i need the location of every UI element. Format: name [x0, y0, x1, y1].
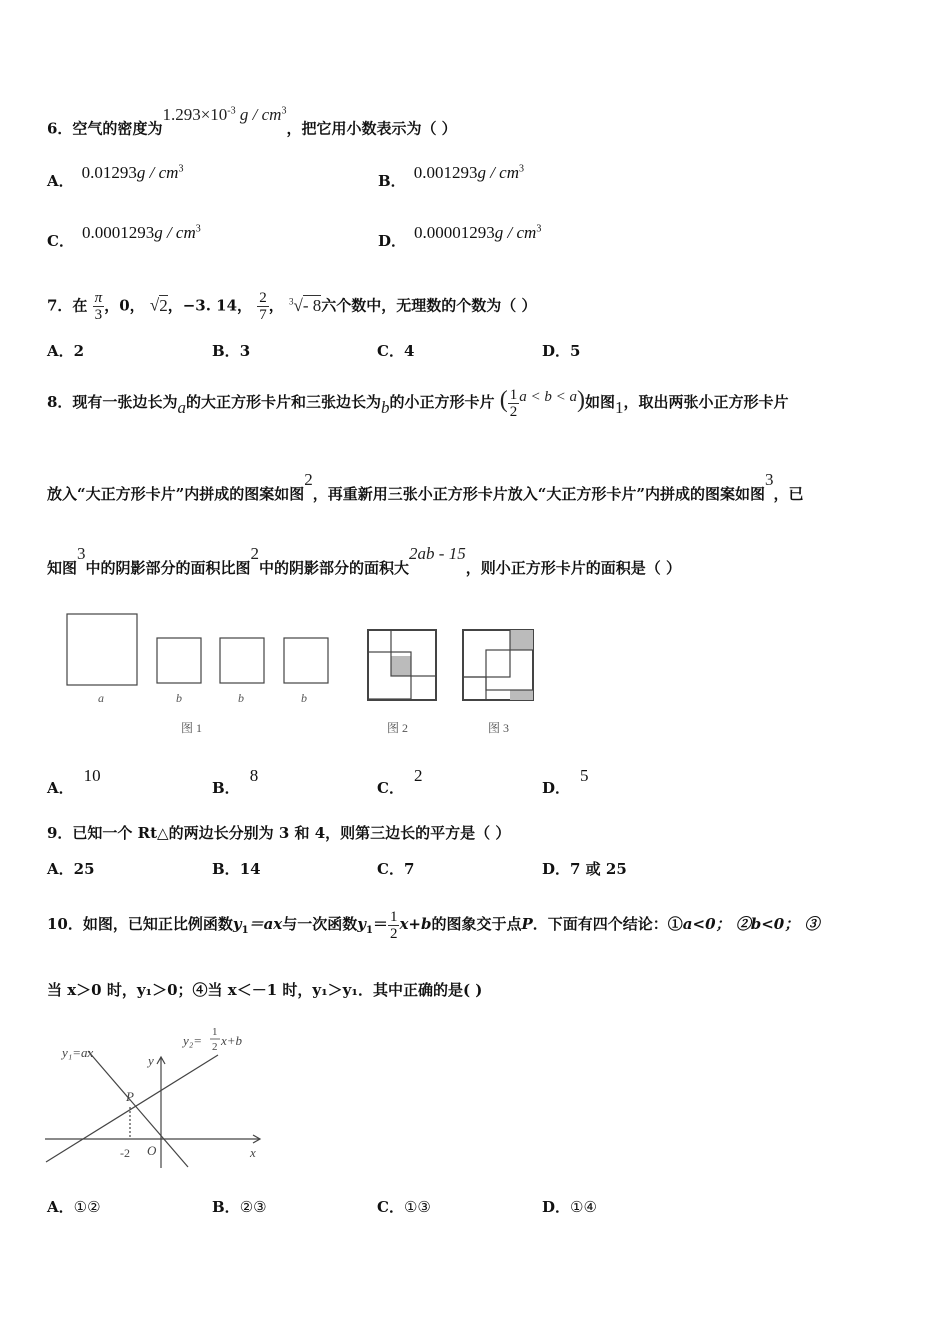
q10-half-fraction: $\frac{1}{2}$: [389, 908, 398, 942]
q8-option-d[interactable]: D．5: [542, 766, 589, 797]
q6-option-a[interactable]: A． $0.01293g / cm^3$: [47, 163, 184, 190]
label-x-axis: x: [250, 1145, 256, 1160]
q8-condition: (: [499, 387, 508, 413]
q8-line-3: 知图3中的阴影部分的面积比图2中的阴影部分的面积大2ab - 15，则小正方形卡片的面积是（ ）: [47, 544, 681, 577]
q8-option-c[interactable]: C．2: [377, 766, 423, 797]
q8-figure: [60, 605, 550, 740]
q8-line-1: 8．现有一张边长为a的大正方形卡片和三张边长为b的小正方形卡片 ( $\frac{1}{2}$ a < b < a)如图1，取出两张小正方形卡片: [47, 386, 789, 420]
q7-cube-root: $^3$√- 8: [289, 295, 322, 315]
q8-line-2: 放入“大正方形卡片”内拼成的图案如图2，再重新用三张小正方形卡片放入“大正方形卡片”内拼成的图案如图3，已: [47, 470, 804, 503]
line-y1: [88, 1051, 188, 1167]
q9-option-d[interactable]: D．7 或 25: [542, 860, 627, 878]
fig1-label-b-3: b: [301, 691, 307, 705]
fig1-small-square-1: [157, 638, 201, 683]
fig1-small-square-2: [220, 638, 264, 683]
fig1-small-square-3: [284, 638, 328, 683]
label-y2-rest: x+b: [221, 1033, 243, 1048]
label-minus-2: -2: [120, 1146, 130, 1160]
q7-two-sevenths: $\frac{2}{7}$: [259, 290, 267, 324]
fig2-diagram: [368, 630, 436, 700]
q8-condition-fraction: $\frac{1}{2}$: [509, 386, 518, 420]
q6-stem-end: ，把它用小数表示为（ ）: [286, 119, 457, 138]
fig1-label-b-1: b: [176, 691, 182, 705]
fig1-label-b-2: b: [238, 691, 244, 705]
q6-density-value: $1.293\times 10^{-3}$ g / $cm^3$: [162, 104, 287, 124]
q10-option-b[interactable]: B．②③: [212, 1198, 267, 1216]
label-y1: y₁=ax: [62, 1045, 94, 1060]
fig1-label-a: a: [98, 691, 104, 705]
q7-option-b[interactable]: B．3: [212, 342, 251, 360]
q9-stem: 9．已知一个 Rt△的两边长分别为 3 和 4，则第三边长的平方是（ ）: [47, 824, 511, 842]
label-y2: y₂=: [183, 1033, 203, 1048]
q9-option-a[interactable]: A．25: [47, 860, 95, 878]
fig3-diagram: [463, 630, 533, 700]
fig3-caption: 图 3: [488, 721, 510, 735]
fig1-caption: 图 1: [181, 721, 203, 735]
q10-graph: [40, 1015, 280, 1175]
q10-option-d[interactable]: D．①④: [542, 1198, 597, 1216]
q10-line-2: 当 x＞0 时，y₁＞0；④当 x＜－1 时，y₁＞y₁．其中正确的是( ): [47, 981, 483, 999]
label-p: P: [126, 1089, 134, 1104]
label-y2-den: 2: [212, 1041, 218, 1053]
q9-option-c[interactable]: C．7: [377, 860, 415, 878]
q7-option-a[interactable]: A．2: [47, 342, 85, 360]
q7-pi-over-3: $\frac{\pi}{3}$: [94, 290, 103, 324]
q6-option-c[interactable]: C． $0.0001293g / cm^3$: [47, 223, 201, 250]
q6-stem-start: 6．空气的密度为: [47, 119, 163, 138]
q6-option-b[interactable]: B． $0.001293g / cm^3$: [378, 163, 524, 190]
label-y2-num: 1: [212, 1026, 218, 1038]
fig2-caption: 图 2: [387, 721, 409, 735]
q7-sqrt2: √2: [149, 295, 168, 315]
q6-stem: [47, 104, 457, 139]
q7-option-d[interactable]: D．5: [542, 342, 581, 360]
q7-option-c[interactable]: C．4: [377, 342, 415, 360]
q10-line-1: 10．如图，已知正比例函数$y_1=ax$与一次函数$y_1=$ $\frac{1}{2}$ x+b的图象交于点P．下面有四个结论：①a<0； ②b<0； ③: [47, 908, 820, 942]
line-y2: [46, 1055, 218, 1162]
q10-option-a[interactable]: A．①②: [47, 1198, 101, 1216]
q9-option-b[interactable]: B．14: [212, 860, 261, 878]
q7-stem: 7．在 $\frac{\pi}{3}$ ，0， √2，−3. 14， $\frac{2}{7}$ ， $^3$√- 8六个数中，无理数的个数为（ ）: [47, 290, 537, 324]
q10-option-c[interactable]: C．①③: [377, 1198, 431, 1216]
q6-option-d[interactable]: D． $0.00001293g / cm^3$: [378, 223, 542, 250]
label-o: O: [147, 1143, 157, 1158]
q8-option-b[interactable]: B．8: [212, 766, 259, 797]
label-y-axis: y: [148, 1053, 154, 1068]
fig1-big-square: [67, 614, 137, 685]
q8-option-a[interactable]: A．10: [47, 766, 101, 797]
